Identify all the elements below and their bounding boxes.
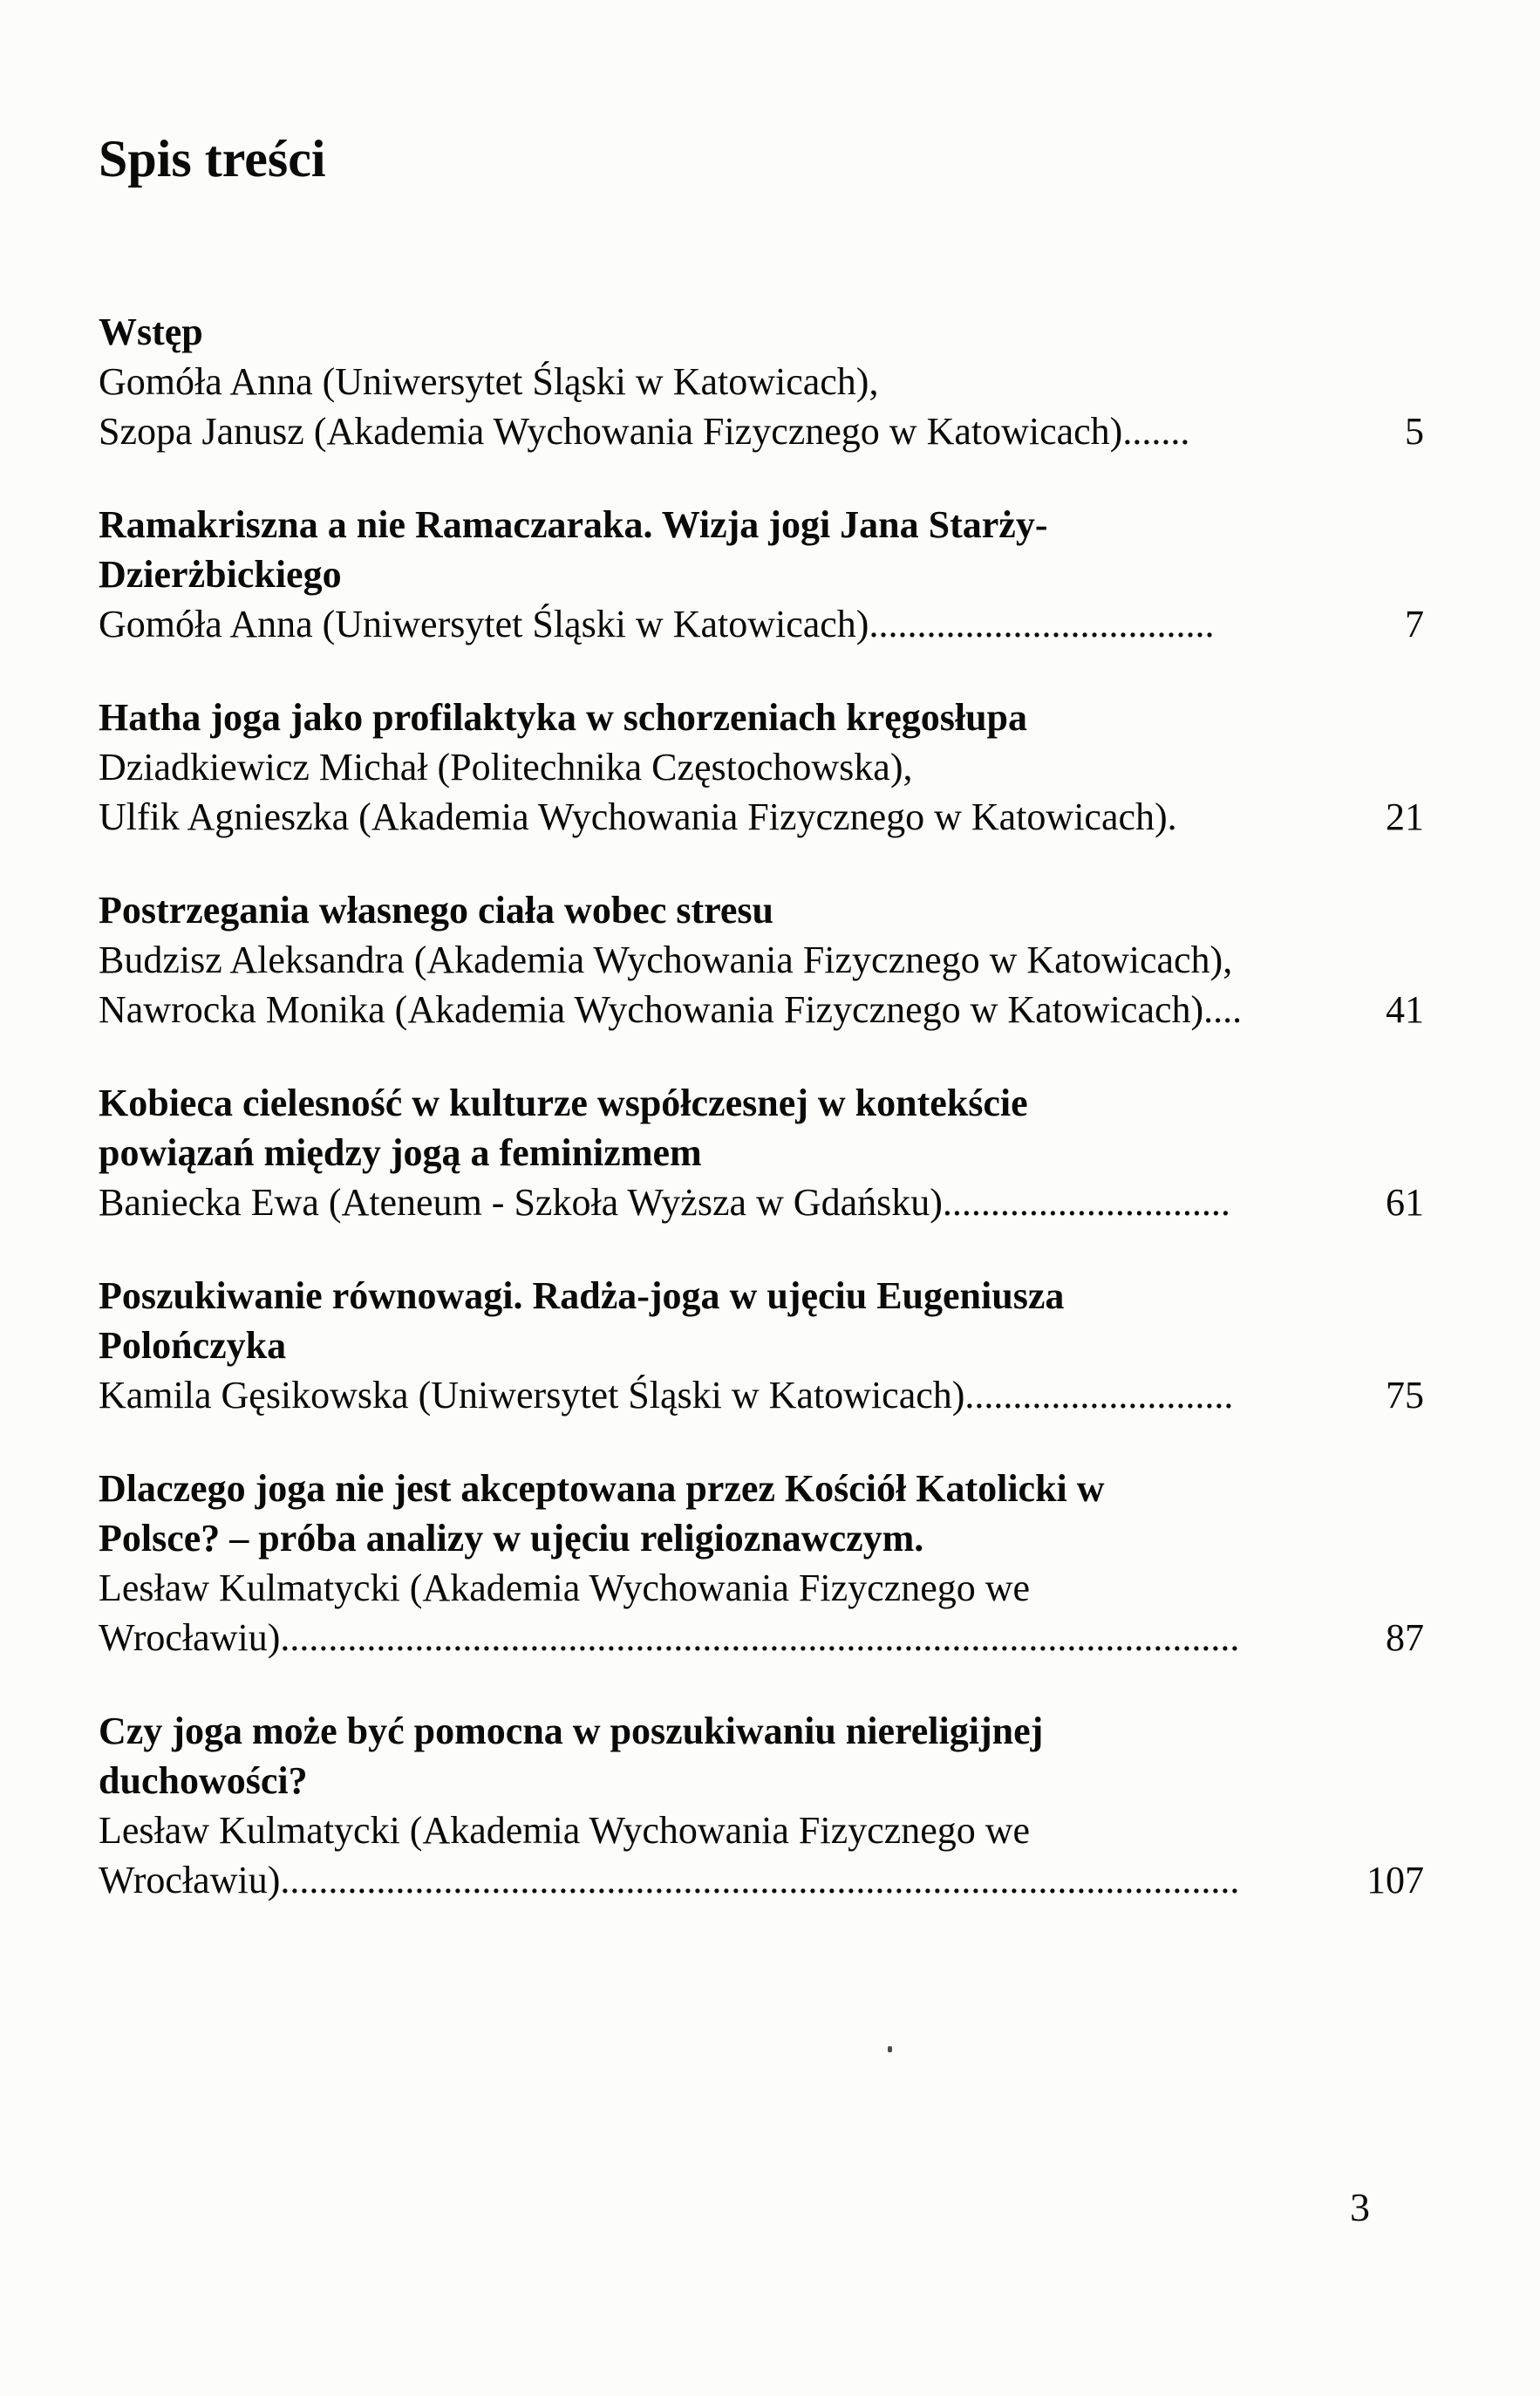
dot-leader: ..............................: [942, 1181, 1230, 1224]
entry-final-line: [99, 1613, 1424, 1662]
entry-title-line: Poszukiwanie równowagi. Radża-joga w ujęciu Eugeniusza: [99, 1274, 1065, 1317]
entry-final-line: [99, 1178, 1424, 1227]
entry-page-number: 5: [1405, 410, 1424, 453]
entry-final-line: [99, 599, 1424, 649]
entry-title-line: Wstęp: [99, 311, 203, 353]
entry-title-line: Ramakriszna a nie Ramaczaraka. Wizja jogi Jana Starży-: [99, 503, 1048, 546]
entry-page-number: 61: [1386, 1181, 1424, 1224]
entry-page-number: 107: [1366, 1859, 1424, 1901]
entry-title-line: Polończyka: [99, 1324, 287, 1367]
entry-final-text: Nawrocka Monika (Akademia Wychowania Fizycznego w Katowicach): [99, 988, 1204, 1031]
toc-entry: [99, 1706, 1424, 1905]
entry-page-number: 21: [1386, 795, 1424, 838]
entry-title-line: Dzierżbickiego: [99, 553, 342, 596]
table-of-contents: [99, 307, 1424, 1905]
toc-entry: [99, 693, 1424, 842]
entry-final-text: Wrocławiu): [99, 1616, 281, 1659]
page-title: Spis treści: [99, 130, 326, 188]
toc-entry: [99, 500, 1424, 649]
entry-author-line: Budzisz Aleksandra (Akademia Wychowania Fizycznego w Katowicach),: [99, 939, 1233, 981]
entry-final-text: Kamila Gęsikowska (Uniwersytet Śląski w Katowicach): [99, 1374, 965, 1416]
entry-final-text: Szopa Janusz (Akademia Wychowania Fizycznego w Katowicach): [99, 410, 1123, 453]
toc-entry: [99, 307, 1424, 456]
dot-leader: .......: [1122, 410, 1190, 453]
toc-entry: [99, 885, 1424, 1034]
toc-entry: [99, 1271, 1424, 1420]
entry-author-line: Gomóła Anna (Uniwersytet Śląski w Katowicach),: [99, 360, 879, 403]
dot-leader: ....................................................................................................: [280, 1859, 1240, 1901]
entry-final-text: Baniecka Ewa (Ateneum - Szkoła Wyższa w Gdańsku): [99, 1181, 943, 1224]
entry-title-line: Postrzegania własnego ciała wobec stresu: [99, 889, 773, 932]
entry-page-number: 75: [1386, 1374, 1424, 1416]
entry-title-line: Dlaczego joga nie jest akceptowana przez Kościół Katolicki w: [99, 1467, 1105, 1510]
toc-entry: [99, 1078, 1424, 1227]
entry-author-line: Lesław Kulmatycki (Akademia Wychowania Fizycznego we: [99, 1567, 1031, 1609]
entry-final-line: [99, 985, 1424, 1034]
entry-final-text: Ulfik Agnieszka (Akademia Wychowania Fizycznego w Katowicach): [99, 795, 1168, 838]
entry-title-line: duchowości?: [99, 1759, 308, 1802]
entry-page-number: 41: [1386, 988, 1424, 1031]
entry-author-line: Lesław Kulmatycki (Akademia Wychowania Fizycznego we: [99, 1809, 1031, 1852]
entry-title-line: Polsce? – próba analizy w ujęciu religioznawczym.: [99, 1517, 924, 1560]
entry-final-line: [99, 1370, 1424, 1420]
dot-leader: ....................................: [869, 603, 1215, 645]
entry-title-line: Hatha joga jako profilaktyka w schorzeniach kręgosłupa: [99, 696, 1028, 739]
entry-page-number: 7: [1405, 603, 1424, 645]
entry-final-line: [99, 406, 1424, 456]
scan-speck-icon: [888, 2046, 892, 2052]
entry-final-text: Gomóła Anna (Uniwersytet Śląski w Katowicach): [99, 603, 869, 645]
dot-leader: ............................: [964, 1374, 1234, 1416]
entry-title-line: Kobieca cielesność w kulturze współczesnej w kontekście: [99, 1082, 1028, 1124]
toc-entry: [99, 1464, 1424, 1662]
entry-final-line: [99, 1855, 1424, 1905]
dot-leader: ....................................................................................................: [280, 1616, 1240, 1659]
entry-author-line: Dziadkiewicz Michał (Politechnika Częstochowska),: [99, 746, 913, 788]
entry-page-number: 87: [1386, 1616, 1424, 1659]
dot-leader: ....: [1203, 988, 1243, 1031]
folio-page-number: 3: [1350, 2185, 1370, 2229]
entry-final-line: [99, 792, 1424, 842]
entry-title-line: Czy joga może być pomocna w poszukiwaniu niereligijnej: [99, 1710, 1044, 1752]
entry-final-text: Wrocławiu): [99, 1859, 281, 1901]
entry-title-line: powiązań między jogą a feminizmem: [99, 1131, 702, 1174]
dot-leader: .: [1167, 795, 1177, 838]
